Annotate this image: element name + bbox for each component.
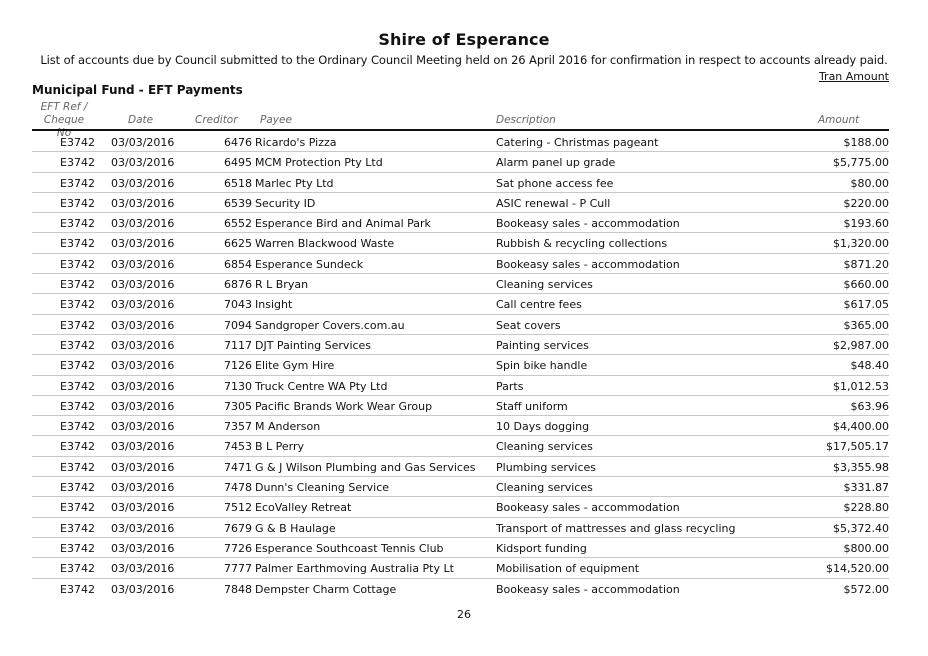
amount-cell: $5,372.40 — [833, 521, 889, 535]
table-row — [32, 477, 889, 497]
table-row — [32, 436, 889, 456]
description-cell: Seat covers — [496, 318, 561, 332]
date-cell: 03/03/2016 — [111, 237, 175, 251]
creditor-cell: 7679 — [224, 521, 252, 535]
table-row — [32, 132, 889, 152]
amount-cell: $193.60 — [843, 217, 889, 231]
date-cell: 03/03/2016 — [111, 562, 175, 576]
table-row — [32, 294, 889, 314]
description-cell: Cleaning services — [496, 481, 593, 495]
table-row — [32, 497, 889, 517]
payee-cell: B L Perry — [255, 440, 305, 454]
creditor-cell: 6495 — [224, 156, 252, 170]
cheque-ref-cell: E3742 — [60, 237, 95, 251]
amount-cell: $5,775.00 — [833, 156, 889, 170]
payments-table — [32, 132, 889, 599]
description-cell: Bookeasy sales - accommodation — [496, 582, 680, 596]
amount-cell: $800.00 — [843, 541, 889, 555]
description-cell: Bookeasy sales - accommodation — [496, 501, 680, 515]
payee-cell: Sandgroper Covers.com.au — [255, 318, 405, 332]
payee-cell: Esperance Bird and Animal Park — [255, 217, 431, 231]
date-cell: 03/03/2016 — [111, 521, 175, 535]
table-row — [32, 416, 889, 436]
cheque-ref-cell: E3742 — [60, 318, 95, 332]
date-cell: 03/03/2016 — [111, 420, 175, 434]
creditor-cell: 7094 — [224, 318, 252, 332]
creditor-cell: 7305 — [224, 399, 252, 413]
cheque-ref-cell: E3742 — [60, 257, 95, 271]
amount-cell: $660.00 — [843, 278, 889, 292]
cheque-ref-cell: E3742 — [60, 156, 95, 170]
amount-cell: $63.96 — [850, 399, 889, 413]
description-cell: Painting services — [496, 338, 589, 352]
cheque-ref-cell: E3742 — [60, 420, 95, 434]
cheque-ref-cell: E3742 — [60, 481, 95, 495]
table-row — [32, 193, 889, 213]
amount-cell: $80.00 — [850, 176, 889, 190]
table-row — [32, 579, 889, 599]
payee-cell: Marlec Pty Ltd — [255, 176, 334, 190]
header-rule — [32, 129, 889, 131]
cheque-ref-cell: E3742 — [60, 196, 95, 210]
date-cell: 03/03/2016 — [111, 217, 175, 231]
cheque-ref-cell: E3742 — [60, 278, 95, 292]
table-row — [32, 518, 889, 538]
date-cell: 03/03/2016 — [111, 136, 175, 149]
document-title: Shire of Esperance — [378, 30, 550, 49]
creditor-cell: 6539 — [224, 196, 252, 210]
payee-cell: Truck Centre WA Pty Ltd — [255, 379, 388, 393]
cheque-ref-cell: E3742 — [60, 562, 95, 576]
column-header-eft-ref-line1: EFT Ref / — [40, 101, 88, 113]
column-header-eft-ref-line2: Cheque No — [43, 114, 85, 139]
column-header-amount: Amount — [818, 114, 860, 126]
date-cell: 03/03/2016 — [111, 541, 175, 555]
table-row — [32, 233, 889, 253]
cheque-ref-cell: E3742 — [60, 399, 95, 413]
amount-cell: $4,400.00 — [833, 420, 889, 434]
description-cell: Alarm panel up grade — [496, 156, 616, 170]
creditor-cell: 6876 — [224, 278, 252, 292]
column-header-description: Description — [496, 114, 556, 126]
description-cell: Kidsport funding — [496, 541, 587, 555]
amount-cell: $1,320.00 — [833, 237, 889, 251]
table-row — [32, 254, 889, 274]
payee-cell: Warren Blackwood Waste — [255, 237, 395, 251]
description-cell: Call centre fees — [496, 298, 582, 312]
column-header-payee: Payee — [260, 114, 292, 126]
amount-cell: $365.00 — [843, 318, 889, 332]
date-cell: 03/03/2016 — [111, 582, 175, 596]
cheque-ref-cell: E3742 — [60, 501, 95, 515]
description-cell: Staff uniform — [496, 399, 568, 413]
table-row — [32, 558, 889, 578]
amount-cell: $220.00 — [843, 196, 889, 210]
date-cell: 03/03/2016 — [111, 399, 175, 413]
cheque-ref-cell: E3742 — [60, 440, 95, 454]
amount-cell: $871.20 — [843, 257, 889, 271]
creditor-cell: 7512 — [224, 501, 252, 515]
table-row — [32, 173, 889, 193]
cheque-ref-cell: E3742 — [60, 217, 95, 231]
creditor-cell: 6625 — [224, 237, 252, 251]
creditor-cell: 7453 — [224, 440, 252, 454]
payee-cell: Dempster Charm Cottage — [255, 582, 397, 596]
payee-cell: Pacific Brands Work Wear Group — [255, 399, 433, 413]
description-cell: ASIC renewal - P Cull — [496, 196, 611, 210]
creditor-cell: 7848 — [224, 582, 252, 596]
payee-cell: Security ID — [255, 196, 316, 210]
description-cell: Cleaning services — [496, 440, 593, 454]
amount-cell: $188.00 — [843, 136, 889, 149]
date-cell: 03/03/2016 — [111, 359, 175, 373]
cheque-ref-cell: E3742 — [60, 541, 95, 555]
payee-cell: M Anderson — [255, 420, 321, 434]
table-row — [32, 376, 889, 396]
section-title: Municipal Fund - EFT Payments — [32, 83, 243, 97]
table-row — [32, 213, 889, 233]
amount-cell: $1,012.53 — [833, 379, 889, 393]
date-cell: 03/03/2016 — [111, 501, 175, 515]
creditor-cell: 7726 — [224, 541, 252, 555]
date-cell: 03/03/2016 — [111, 298, 175, 312]
payee-cell: Palmer Earthmoving Australia Pty Lt — [255, 562, 454, 576]
cheque-ref-cell: E3742 — [60, 379, 95, 393]
creditor-cell: 7043 — [224, 298, 252, 312]
date-cell: 03/03/2016 — [111, 318, 175, 332]
description-cell: Parts — [496, 379, 524, 393]
table-row — [32, 274, 889, 294]
amount-cell: $331.87 — [843, 481, 889, 495]
creditor-cell: 7478 — [224, 481, 252, 495]
cheque-ref-cell: E3742 — [60, 582, 95, 596]
date-cell: 03/03/2016 — [111, 481, 175, 495]
description-cell: Catering - Christmas pageant — [496, 136, 659, 149]
description-cell: 10 Days dogging — [496, 420, 590, 434]
date-cell: 03/03/2016 — [111, 338, 175, 352]
date-cell: 03/03/2016 — [111, 257, 175, 271]
description-cell: Transport of mattresses and glass recycling — [496, 521, 736, 535]
description-cell: Mobilisation of equipment — [496, 562, 640, 576]
payee-cell: G & B Haulage — [255, 521, 336, 535]
cheque-ref-cell: E3742 — [60, 176, 95, 190]
column-header-date: Date — [128, 114, 154, 126]
payee-cell: Insight — [255, 298, 293, 312]
payee-cell: Dunn's Cleaning Service — [255, 481, 390, 495]
payee-cell: Esperance Sundeck — [255, 257, 364, 271]
description-cell: Spin bike handle — [496, 359, 588, 373]
payee-cell: Ricardo's Pizza — [255, 136, 337, 149]
creditor-cell: 7130 — [224, 379, 252, 393]
creditor-cell: 7471 — [224, 460, 252, 474]
description-cell: Bookeasy sales - accommodation — [496, 257, 680, 271]
creditor-cell: 6854 — [224, 257, 252, 271]
page-number: 26 — [457, 608, 471, 621]
payee-cell: DJT Painting Services — [255, 338, 372, 352]
table-row — [32, 335, 889, 355]
description-cell: Bookeasy sales - accommodation — [496, 217, 680, 231]
amount-cell: $617.05 — [843, 298, 889, 312]
cheque-ref-cell: E3742 — [60, 338, 95, 352]
amount-cell: $14,520.00 — [826, 562, 889, 576]
table-row — [32, 538, 889, 558]
creditor-cell: 6552 — [224, 217, 252, 231]
creditor-cell: 6518 — [224, 176, 252, 190]
cheque-ref-cell: E3742 — [60, 136, 95, 149]
amount-cell: $17,505.17 — [826, 440, 889, 454]
cheque-ref-cell: E3742 — [60, 460, 95, 474]
date-cell: 03/03/2016 — [111, 176, 175, 190]
date-cell: 03/03/2016 — [111, 460, 175, 474]
cheque-ref-cell: E3742 — [60, 298, 95, 312]
table-row — [32, 396, 889, 416]
description-cell: Sat phone access fee — [496, 176, 614, 190]
date-cell: 03/03/2016 — [111, 156, 175, 170]
creditor-cell: 6476 — [224, 136, 252, 149]
column-header-creditor: Creditor — [195, 114, 238, 126]
table-row — [32, 315, 889, 335]
table-row — [32, 457, 889, 477]
creditor-cell: 7117 — [224, 338, 252, 352]
tran-amount-label: Tran Amount — [818, 70, 889, 83]
date-cell: 03/03/2016 — [111, 379, 175, 393]
payee-cell: MCM Protection Pty Ltd — [255, 156, 383, 170]
amount-cell: $572.00 — [843, 582, 889, 596]
payee-cell: G & J Wilson Plumbing and Gas Services — [255, 460, 476, 474]
amount-cell: $48.40 — [850, 359, 889, 373]
payee-cell: Esperance Southcoast Tennis Club — [255, 541, 444, 555]
creditor-cell: 7777 — [224, 562, 252, 576]
creditor-cell: 7126 — [224, 359, 252, 373]
description-cell: Cleaning services — [496, 278, 593, 292]
creditor-cell: 7357 — [224, 420, 252, 434]
payee-cell: EcoValley Retreat — [255, 501, 352, 515]
payee-cell: R L Bryan — [255, 278, 309, 292]
table-row — [32, 355, 889, 375]
payee-cell: Elite Gym Hire — [255, 359, 335, 373]
date-cell: 03/03/2016 — [111, 196, 175, 210]
description-cell: Rubbish & recycling collections — [496, 237, 668, 251]
document-subtitle: List of accounts due by Council submitted to the Ordinary Council Meeting held on 26 April 2016 for confirmation in respect to accounts already paid. — [40, 53, 888, 67]
amount-cell: $2,987.00 — [833, 338, 889, 352]
date-cell: 03/03/2016 — [111, 440, 175, 454]
cheque-ref-cell: E3742 — [60, 521, 95, 535]
amount-cell: $3,355.98 — [833, 460, 889, 474]
cheque-ref-cell: E3742 — [60, 359, 95, 373]
description-cell: Plumbing services — [496, 460, 596, 474]
table-row — [32, 152, 889, 172]
date-cell: 03/03/2016 — [111, 278, 175, 292]
amount-cell: $228.80 — [843, 501, 889, 515]
